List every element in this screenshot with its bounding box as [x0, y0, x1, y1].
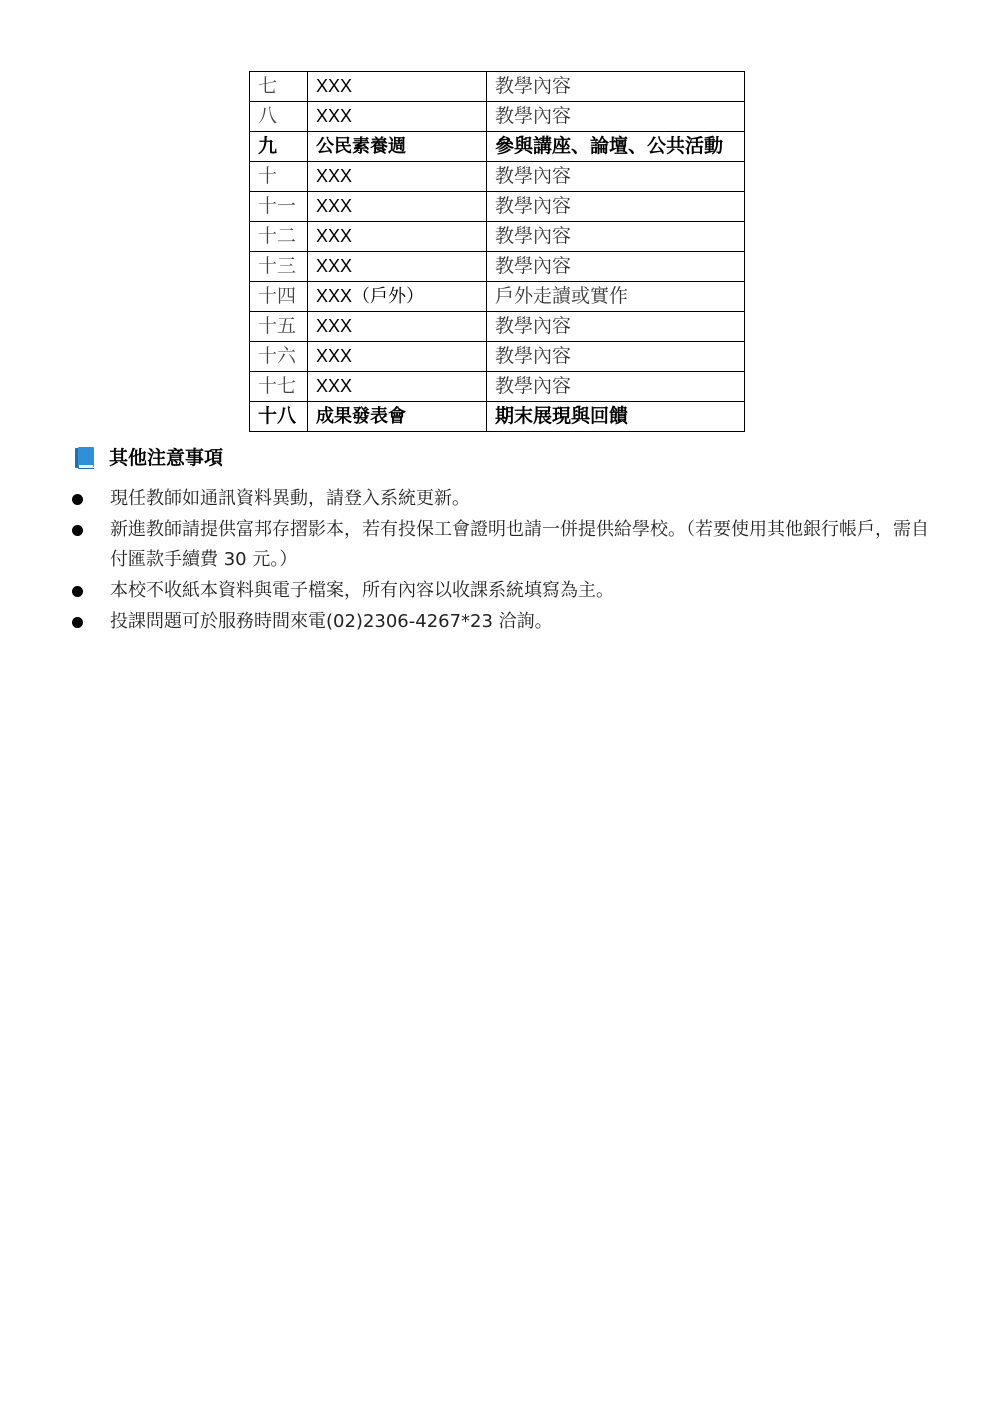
- bullet-icon: [72, 494, 83, 505]
- table-row: [250, 312, 745, 342]
- section-title: 其他注意事項: [109, 447, 224, 469]
- content-cell: 教學內容: [487, 222, 745, 252]
- content-cell: 教學內容: [487, 72, 745, 102]
- content-cell: 教學內容: [487, 102, 745, 132]
- list-item: [70, 515, 930, 575]
- note-text: 新進教師請提供富邦存摺影本，若有投保工會證明也請一併提供給學校。（若要使用其他銀行帳戶，需自付匯款手續費 30 元。）: [110, 519, 929, 570]
- table-row: [250, 222, 745, 252]
- topic-cell: XXX: [308, 192, 487, 222]
- topic-cell: XXX: [308, 342, 487, 372]
- topic-cell: XXX: [308, 312, 487, 342]
- notes-list: [70, 484, 930, 638]
- content-cell: 教學內容: [487, 192, 745, 222]
- table-row: [250, 192, 745, 222]
- book-icon: [75, 447, 94, 469]
- content-cell: 期末展現與回饋: [487, 402, 745, 432]
- topic-cell: XXX: [308, 222, 487, 252]
- topic-cell: 成果發表會: [308, 402, 487, 432]
- content-cell: 教學內容: [487, 162, 745, 192]
- table-row: [250, 102, 745, 132]
- notes-section-heading: [75, 445, 223, 471]
- week-cell: 十二: [250, 222, 308, 252]
- topic-cell: XXX: [308, 252, 487, 282]
- bullet-icon: [72, 586, 83, 597]
- note-text: 現任教師如通訊資料異動，請登入系統更新。: [110, 488, 470, 509]
- week-cell: 十三: [250, 252, 308, 282]
- bullet-icon: [72, 617, 83, 628]
- table-row: [250, 252, 745, 282]
- topic-cell: XXX（戶外）: [308, 282, 487, 312]
- week-cell: 十四: [250, 282, 308, 312]
- week-cell: 十: [250, 162, 308, 192]
- table-row: [250, 402, 745, 432]
- week-cell: 十七: [250, 372, 308, 402]
- topic-cell: XXX: [308, 102, 487, 132]
- table-row: [250, 282, 745, 312]
- topic-cell: XXX: [308, 72, 487, 102]
- content-cell: 教學內容: [487, 342, 745, 372]
- table-row: [250, 72, 745, 102]
- topic-cell: XXX: [308, 162, 487, 192]
- content-cell: 參與講座、論壇、公共活動: [487, 132, 745, 162]
- week-cell: 九: [250, 132, 308, 162]
- list-item: [70, 484, 930, 514]
- week-cell: 十八: [250, 402, 308, 432]
- course-schedule-table: [249, 71, 745, 432]
- bullet-icon: [72, 525, 83, 536]
- list-item: [70, 576, 930, 606]
- content-cell: 教學內容: [487, 312, 745, 342]
- topic-cell: XXX: [308, 372, 487, 402]
- week-cell: 十六: [250, 342, 308, 372]
- list-item: [70, 607, 930, 637]
- note-text: 投課問題可於服務時間來電(02)2306-4267*23 洽詢。: [110, 611, 553, 632]
- week-cell: 十五: [250, 312, 308, 342]
- week-cell: 八: [250, 102, 308, 132]
- schedule-body: [250, 72, 745, 432]
- week-cell: 七: [250, 72, 308, 102]
- week-cell: 十一: [250, 192, 308, 222]
- content-cell: 教學內容: [487, 372, 745, 402]
- content-cell: 戶外走讀或實作: [487, 282, 745, 312]
- content-cell: 教學內容: [487, 252, 745, 282]
- note-text: 本校不收紙本資料與電子檔案，所有內容以收課系統填寫為主。: [110, 580, 614, 601]
- topic-cell: 公民素養週: [308, 132, 487, 162]
- table-row: [250, 162, 745, 192]
- table-row: [250, 132, 745, 162]
- table-row: [250, 342, 745, 372]
- table-row: [250, 372, 745, 402]
